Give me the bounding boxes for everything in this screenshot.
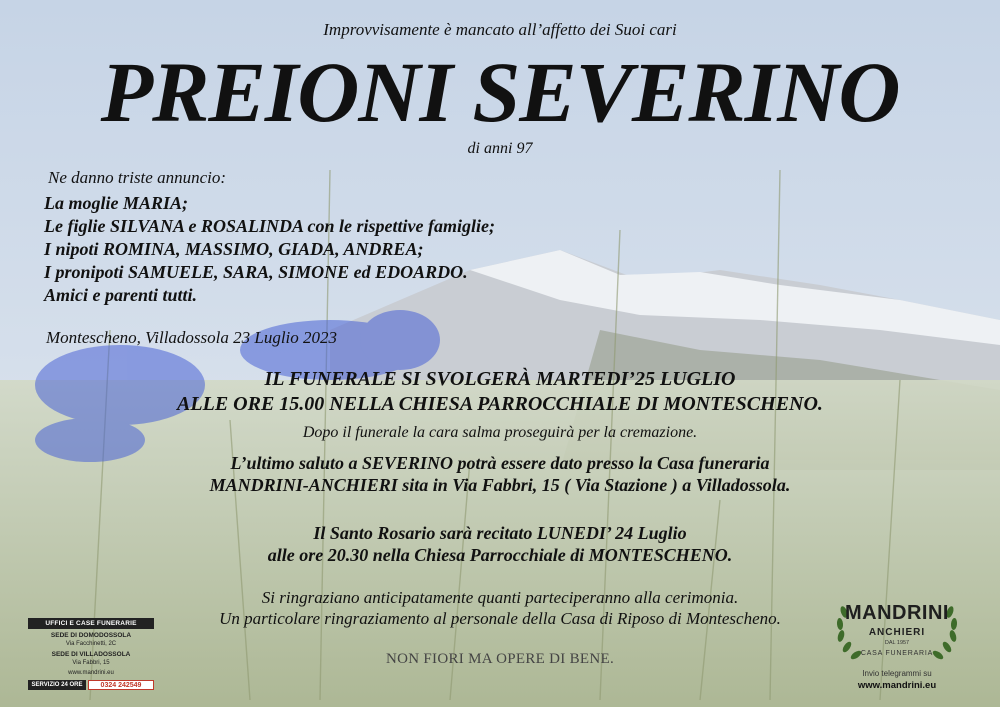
no-flowers-text: NON FIORI MA OPERE DI BENE. [385, 651, 615, 667]
office-address: Via Facchinetti, 2C [65, 641, 117, 647]
relative-line: Amici e parenti tutti. [44, 285, 198, 305]
logo-kind: CASA FUNERARIA [860, 650, 934, 657]
relative-line: Le figlie SILVANA e ROSALINDA con le rispettive famiglie; [44, 216, 495, 236]
relative-line: I pronipoti SAMUELE, SARA, SIMONE ed EDOARDO. [44, 262, 468, 282]
funeral-line: IL FUNERALE SI SVOLGERÀ MARTEDI’25 LUGLIO [264, 368, 736, 390]
office-title: SEDE DI VILLADOSSOLA [51, 651, 131, 658]
thanks-line: Un particolare ringraziamento al personale della Casa di Riposo di Montescheno. [219, 609, 781, 628]
place-date: Montescheno, Villadossola 23 Luglio 2023 [46, 328, 338, 347]
rosary-line: Il Santo Rosario sarà recitato LUNEDI’ 24 Luglio [313, 523, 687, 543]
relative-line: I nipoti ROMINA, MASSIMO, GIADA, ANDREA; [44, 239, 424, 259]
office-address: Via Fabbri, 15 [72, 660, 110, 666]
logo-website-link[interactable]: www.mandrini.eu [857, 680, 937, 691]
funeral-offices-box [28, 618, 154, 692]
service-label: SERVIZIO 24 ORE [28, 680, 86, 690]
announce-label: Ne danno triste annuncio: [48, 168, 227, 187]
thanks-line: Si ringraziano anticipatamente quanti parteciperanno alla cerimonia. [261, 588, 739, 607]
logo-subtitle: ANCHIERI [868, 627, 926, 638]
cremation-note: Dopo il funerale la cara salma proseguirà per la cremazione. [302, 424, 698, 441]
logo-brand: MANDRINI [845, 602, 949, 624]
telegram-label: Invio telegrammi su [862, 669, 932, 678]
logo-since: DAL 1957 [884, 640, 910, 646]
offices-website: www.mandrini.eu [68, 670, 114, 676]
rosary-line: alle ore 20.30 nella Chiesa Parrocchiale di MONTESCHENO. [267, 545, 733, 565]
age-text: di anni 97 [467, 140, 533, 157]
farewell-line: L’ultimo saluto a SEVERINO potrà essere dato presso la Casa funeraria [230, 453, 770, 473]
service-phone: 0324 242549 [88, 680, 154, 690]
funeral-line: ALLE ORE 15.00 NELLA CHIESA PARROCCHIALE DI MONTESCHENO. [177, 393, 823, 415]
farewell-line: MANDRINI-ANCHIERI sita in Via Fabbri, 15 ( Via Stazione ) a Villadossola. [209, 475, 791, 495]
intro-text: Improvvisamente è mancato all’affetto dei Suoi cari [323, 20, 677, 39]
relative-line: La moglie MARIA; [44, 193, 189, 213]
service-footer [28, 680, 154, 690]
mandrini-logo [832, 594, 962, 694]
office-title: SEDE DI DOMODOSSOLA [50, 632, 132, 639]
deceased-name: PREIONI SEVERINO [100, 44, 900, 140]
offices-header: UFFICI E CASE FUNERARIE [28, 618, 154, 629]
